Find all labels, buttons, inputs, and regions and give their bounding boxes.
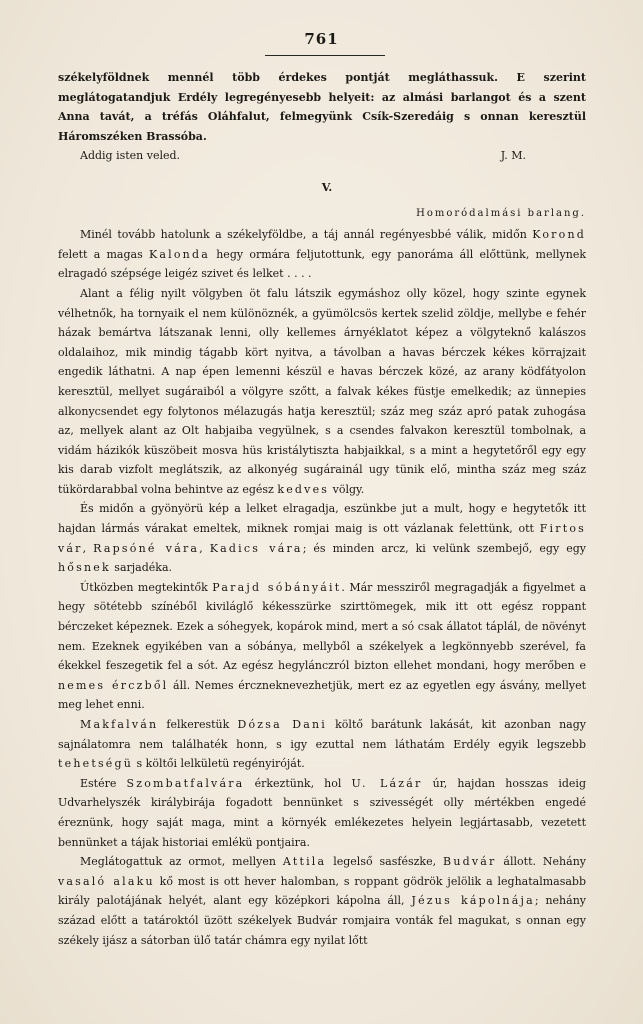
- spaced-emphasis: Firtos vár: [58, 522, 586, 555]
- text-run: Alant a félig nyilt völgyben öt falu látszik egymáshoz olly közel, hogy szinte egynek vélhetnők, ha tornyaik el nem különöznék, a gyümölcsös kertek szelid zöldje, mellybe e fehér házak bemártva látszanak lenni, olly kellemes árnyéklatot képez a völgyteknő kalászos oldalaihoz, mik mindig tágabb kört nyitva, a távolban a havas bérczek kékes körrajzait engedik láthatni. A nap épen lemenni készül e havas bérczek közé, az arany ködfátyolon keresztül, mellyet sugáraiból a völgyre szőtt, a falvak kékes füstje emelkedik; az ünnepies alkonycsendet egy folytonos mélazugás hatja keresztül; száz meg száz apró patak zuhogása az, mellyek alant az Olt habjaiba vegyülnek, s a csendes falvakon keresztül tombolnak, a vidám házikók küszöbeit mosva hüs kristálytiszta habjaikkal, s a mint a hegytetőről egy egy kis darab vizfolt meglátszik, az alkonyég sugárainál ugy tünik elő, mintha száz meg száz tükördarabbal volna behintve az egész: [58, 286, 586, 496]
- text-run: Útközben megtekintők: [80, 580, 213, 594]
- spaced-emphasis: vasaló alaku: [58, 874, 155, 888]
- page-number: 761: [304, 30, 339, 48]
- text-run: . Már messziről megragadják a figyelmet a hegy sötétebb színéből kiviláglő kékesszürke szirttömegek, mik itt ott egész roppant bérczeket képeznek. Ezek a sóhegyek, kopárok mind, mert a só csak állatot táplál, de növényt nem. Ezeknek egyikében van a sóbánya, mellyből a székelyek a legkönnyebb szerével, fa ékekkel feszegetik fel a sót. Az egész hegylánczról bizton ellehet mondani, hogy merőben e: [58, 580, 587, 673]
- text-run: És midőn a gyönyörü kép a lelket elragadja, eszünkbe jut a mult, hogy e hegytetők itt hajdan lármás várakat emeltek, miknek romjai maig is ott vázlanak felettünk, ott: [58, 502, 586, 536]
- body-paragraph: [58, 284, 586, 500]
- text-run: állott. Nehány: [496, 855, 587, 869]
- text-run: ,: [82, 541, 94, 555]
- text-run: Meglátogattuk az ormot, mellyen: [80, 855, 283, 869]
- text-run: költő barátunk lakását, kit azonban nagy sajnálatomra nem találhaték honn, s igy ezuttal nem láthatám Erdély egyik legszebb: [58, 718, 586, 751]
- header-rule: [265, 55, 385, 56]
- intro-paragraph: székelyföldnek mennél több érdekes pontját megláthassuk. E szerint meglátogatandjuk Erdély legregényesebb helyeit: az almási barlangot és a szent Anna tavát, a tréfás Oláhfalut, felmegyünk Csík-Szeredáig s onnan keresztül Háromszéken Brassóba.: [58, 71, 586, 143]
- body-paragraph: [58, 774, 586, 852]
- text-run: érkeztünk, hol: [244, 776, 352, 790]
- text-run: ; nehány század előtt a tatároktól üzött székelyek Budvár romjaira vonták fel magukat, s onnan egy székely ijász a sátorban ülő tatár chámra egy nyilat lőtt: [58, 894, 586, 947]
- body-paragraph: [58, 852, 586, 950]
- spaced-emphasis: Szombatfalvára: [126, 776, 245, 790]
- spaced-emphasis: Kalonda: [148, 247, 210, 261]
- spaced-emphasis: Korond: [532, 228, 586, 242]
- body-paragraph: [58, 499, 586, 577]
- text-run: ,: [199, 541, 210, 555]
- text-run: Estére: [80, 776, 127, 790]
- body-paragraphs: [58, 225, 586, 950]
- spaced-emphasis: nemes érczből: [58, 678, 169, 692]
- page-body: [58, 68, 586, 950]
- text-run: legelső sasfészke,: [326, 855, 444, 869]
- text-run: sarjadéka.: [110, 561, 173, 575]
- text-run: hegy ormára feljutottunk, egy panoráma áll előttünk, mellynek elragadó szépsége leigéz szivet és lelket . . . .: [58, 247, 587, 281]
- body-paragraph: [58, 225, 586, 284]
- spaced-emphasis: Rapsóné vára: [93, 541, 200, 555]
- spaced-emphasis: kedves: [277, 482, 330, 496]
- signoff-initials: J. M.: [500, 149, 526, 163]
- text-run: ; és minden arcz, ki velünk szembejő, egy egy: [302, 541, 586, 555]
- spaced-emphasis: Parajd sóbányáit: [212, 580, 342, 594]
- spaced-emphasis: hősnek: [58, 561, 111, 575]
- text-run: felkerestük: [158, 718, 238, 731]
- text-run: Minél tovább hatolunk a székelyföldbe, a táj annál regényesbbé válik, midőn: [80, 228, 533, 242]
- text-run: úr, hajdan hosszas ideig Udvarhelyszék királybirája fogadott bennünket s szivességét olly mértékben engedé éreznünk, hogy saját maga, mint a környék emlékezetes helyein legjártasabb, vezetett bennünket a tájak historiai emlékü pontjaira.: [58, 776, 586, 849]
- section-numeral: V.: [321, 180, 333, 194]
- spaced-emphasis: Attila: [282, 855, 327, 869]
- section-subtitle: Homoródalmási barlang.: [416, 207, 586, 219]
- spaced-emphasis: Jézus kápolnája: [411, 894, 535, 908]
- spaced-emphasis: U. Lázár: [351, 776, 423, 790]
- body-paragraph: [58, 578, 586, 715]
- spaced-emphasis: Dózsa Dani: [237, 718, 327, 731]
- spaced-emphasis: Kadics vára: [209, 541, 303, 555]
- spaced-emphasis: Makfalván: [80, 718, 159, 731]
- text-run: felett a magas: [58, 247, 149, 261]
- spaced-emphasis: Budvár: [443, 855, 497, 869]
- text-run: völgy.: [329, 482, 365, 496]
- spaced-emphasis: tehetségü: [58, 757, 134, 771]
- text-run: s költői lelkületü regényiróját.: [133, 757, 305, 771]
- text-run: kő most is ott hever halomban, s roppant gödrök jelölik a leghatalmasabb király palotájának helyét, alant egy középkori kápolna áll,: [58, 874, 586, 908]
- body-paragraph: [58, 715, 586, 774]
- signoff-line: [58, 146, 586, 166]
- signoff-text: Addig isten veled.: [80, 149, 181, 163]
- text-run: áll. Nemes érczneknevezhetjük, mert ez az egyetlen egy ásvány, mellyet meg lehet enni.: [58, 678, 586, 712]
